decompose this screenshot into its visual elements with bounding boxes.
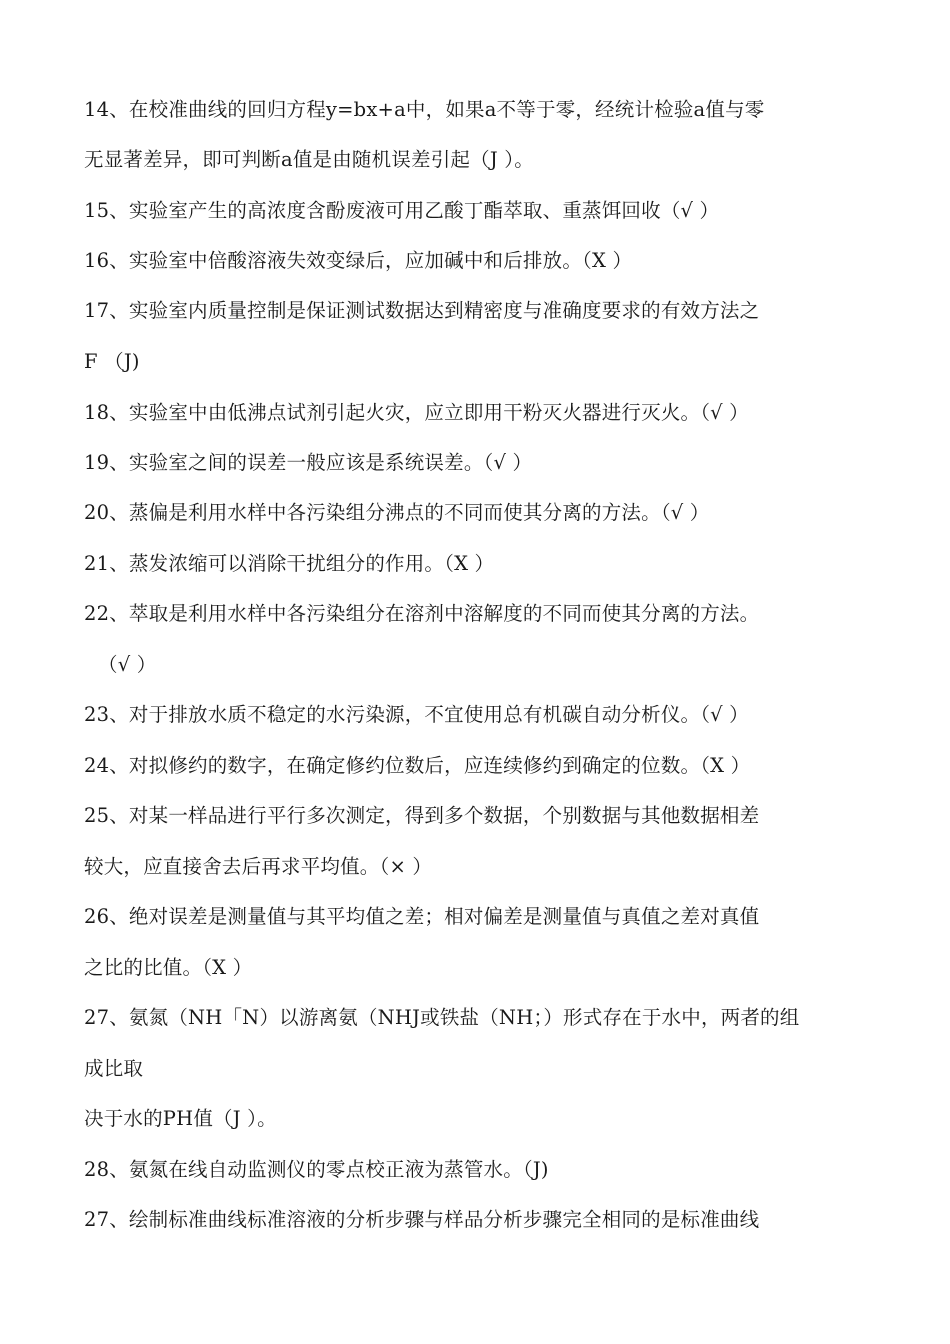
text-line: 18、实验室中由低沸点试剂引起火灾，应立即用干粉灭火器进行灭火。（√ ）	[84, 401, 749, 424]
text-line: 成比取	[84, 1057, 144, 1080]
text-line: 之比的比值。（X ）	[84, 956, 253, 979]
text-line: 14、在校准曲线的回归方程y=bx+a中，如果a不等于零，经统计检验a值与零	[84, 98, 765, 121]
text-line: 28、氨氮在线自动监测仪的零点校正液为蒸管水。（J)	[84, 1158, 549, 1181]
text-line: 21、蒸发浓缩可以消除干扰组分的作用。（X ）	[84, 552, 495, 575]
text-line: 15、实验室产生的高浓度含酚废液可用乙酸丁酯萃取、重蒸饵回收（√ ）	[84, 199, 720, 222]
text-line: F （J)	[84, 350, 140, 373]
text-line: 25、对某一样品进行平行多次测定，得到多个数据，个别数据与其他数据相差	[84, 804, 760, 827]
text-line: 无显著差异，即可判断a值是由随机误差引起（J ）。	[84, 148, 534, 171]
text-line: 27、绘制标准曲线标准溶液的分析步骤与样品分析步骤完全相同的是标准曲线	[84, 1208, 760, 1231]
text-line: 16、实验室中倍酸溶液失效变绿后，应加碱中和后排放。（X ）	[84, 249, 633, 272]
text-line: 19、实验室之间的误差一般应该是系统误差。（√ ）	[84, 451, 533, 474]
text-line: 20、蒸偏是利用水样中各污染组分沸点的不同而使其分离的方法。（√ ）	[84, 501, 710, 524]
text-line: 23、对于排放水质不稳定的水污染源，不宜使用总有机碳自动分析仪。（√ ）	[84, 703, 749, 726]
text-line: 24、对拟修约的数字，在确定修约位数后，应连续修约到确定的位数。（X ）	[84, 754, 751, 777]
text-line: 22、萃取是利用水样中各污染组分在溶剂中溶解度的不同而使其分离的方法。	[84, 602, 760, 625]
text-line: 27、氨氮（NH「N）以游离氨（NHJ或铁盐（NH；）形式存在于水中，两者的组	[84, 1006, 800, 1029]
text-line: 26、绝对误差是测量值与其平均值之差；相对偏差是测量值与真值之差对真值	[84, 905, 760, 928]
text-line: 较大，应直接舍去后再求平均值。（× ）	[84, 855, 433, 878]
text-line: （√ ）	[98, 653, 157, 676]
text-line: 决于水的PH值（J ）。	[84, 1107, 277, 1130]
text-line: 17、实验室内质量控制是保证测试数据达到精密度与准确度要求的有效方法之	[84, 299, 760, 322]
